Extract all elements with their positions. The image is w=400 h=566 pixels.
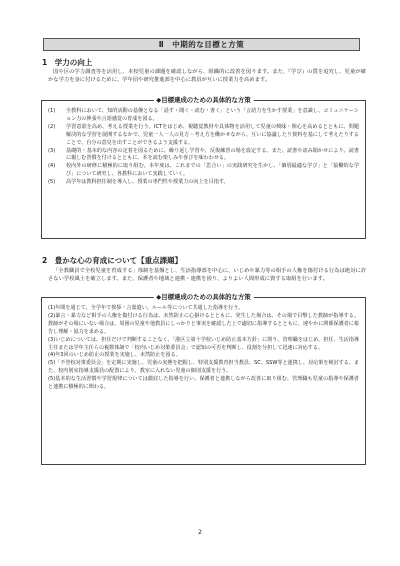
section2-item-list bbox=[48, 305, 359, 392]
item-text: 校内外の研修に積極的に取り組む。本年度は、これまでの「思合い」の実践研究を生かし、「個別最適な学び」と「協働的な学び」について研究し、各教科において実践していく。 bbox=[66, 163, 359, 178]
section2-heading: 2 豊かな心の育成について【重点課題】 bbox=[42, 256, 183, 265]
section2-measures-box bbox=[41, 293, 366, 465]
item-number: (1) bbox=[48, 108, 56, 114]
item-text: 基礎的・基本的な内容の定着を図るために、繰り返し学習や、反復練習の場を設定する。また、読書や読み聞かせにより、読書に親しむ習慣を付けるとともに、本を読む楽しみや喜びを味わわせる。 bbox=[66, 147, 359, 162]
list-item: (1)年間を通じて、全学年で挨拶・言葉遣い、ルール等について共通した指導を行う。 bbox=[48, 305, 244, 311]
list-item: (5)「不登校対策委員会」を定期に実施し、児童の実態を把握し、特別支援教育担当教員、SC、SSW等と連携し、対応策を検討する。また、校内別室指導支援員の配置により、教室に入れない児童の個別支援を行う。 bbox=[48, 360, 359, 375]
section1-measures-box bbox=[41, 96, 366, 239]
item-number: (5) bbox=[48, 179, 56, 186]
item-text: 学習意欲を高め、考える授業を行う。ICTをはじめ、視聴覚教材や具体物を活用して児童の興味・関心を高めるとともに、問題解決的な学習を展開するなかで、児童一人一人の見方・考え方を働かせながら、互いに協議したり資料を基にして考えたりすることで、自分の意見を出すことができるよう支援する。 bbox=[66, 123, 359, 146]
section1-box-title: ◆目標達成のための具体的な方策 bbox=[153, 96, 253, 104]
item-text: 高学年は教科担任制を導入し、授業の専門性や授業力の向上を目指す。 bbox=[66, 179, 229, 186]
page-number: 2 bbox=[198, 529, 202, 536]
section2-paragraph: 「全教職員で全校児童を育成する」体制を基盤とし、生活指導部を中心に、いじめや暴力等の相手の人権を傷付ける行為は絶対に許さない学校風土を確立します。また、保護者や地域と連携・連携を図り、よりよい人間形成に資する取組を行います。 bbox=[48, 268, 366, 282]
section1-heading: 1 学力の向上 bbox=[42, 58, 93, 67]
section1-item-list bbox=[48, 108, 359, 187]
list-item bbox=[48, 148, 359, 164]
list-item: (3)いじめについては、担任だけで判断することなく、「港区立第十学校いじめ防止基本方針」に則り、管理職をはじめ、担任、生活指導主任または学年主任らの複数体制で「校内いじめ対策委員会」で認知の可否を判断し、役割を分担して迅速に対応する。 bbox=[48, 336, 359, 351]
list-item: (2)暴言・暴力など相手の人権を傷付ける行為は、未然防止に心掛けるとともに、発生した場合は、その場で目撃した教師が指導する。教師がその場にいない場合は、周囲の児童や他教員にしっかりと事実を確認した上で適切に指導するとともに、速やかに関係保護者に報告し理解・協力を求める。 bbox=[48, 312, 359, 335]
list-item bbox=[48, 163, 359, 179]
page-title: Ⅱ 中期的な目標と方策 bbox=[43, 38, 360, 51]
item-number: (2) bbox=[48, 123, 56, 130]
list-item bbox=[48, 108, 359, 124]
list-item: (4)年3回のいじめ防止の授業を実施し、未然防止を図る。 bbox=[48, 352, 181, 359]
list-item bbox=[48, 124, 359, 148]
list-item bbox=[48, 179, 359, 187]
list-item: (5)基本的な生活習慣や学習規律については徹底した指導を行い、保護者と連携しながら改善に取り組む。管理職も児童の指導や保護者と連携に積極的に関わる。 bbox=[48, 376, 359, 391]
item-number: (4) bbox=[48, 163, 56, 170]
item-number: (3) bbox=[48, 147, 56, 154]
section1-paragraph: 国や区の学力調査等を活用し、本校児童の課題を確認しながら、組織的に改善を図ります。また、『学び』の質を追究し、児童が確かな学力を身に付けるために、学年団や研究推進部を中心に教員が互いに授業力を高めます。 bbox=[48, 69, 366, 83]
item-text: 全教科において、知的活動の基盤となる「話す・聞く・読む・書く」という「言語力を生かす授業」を意識し、コミュニケーション力の伸張や言語感覚の育成を図る。 bbox=[66, 108, 359, 122]
section2-box-title: ◆目標達成のための具体的な方策 bbox=[153, 293, 253, 301]
